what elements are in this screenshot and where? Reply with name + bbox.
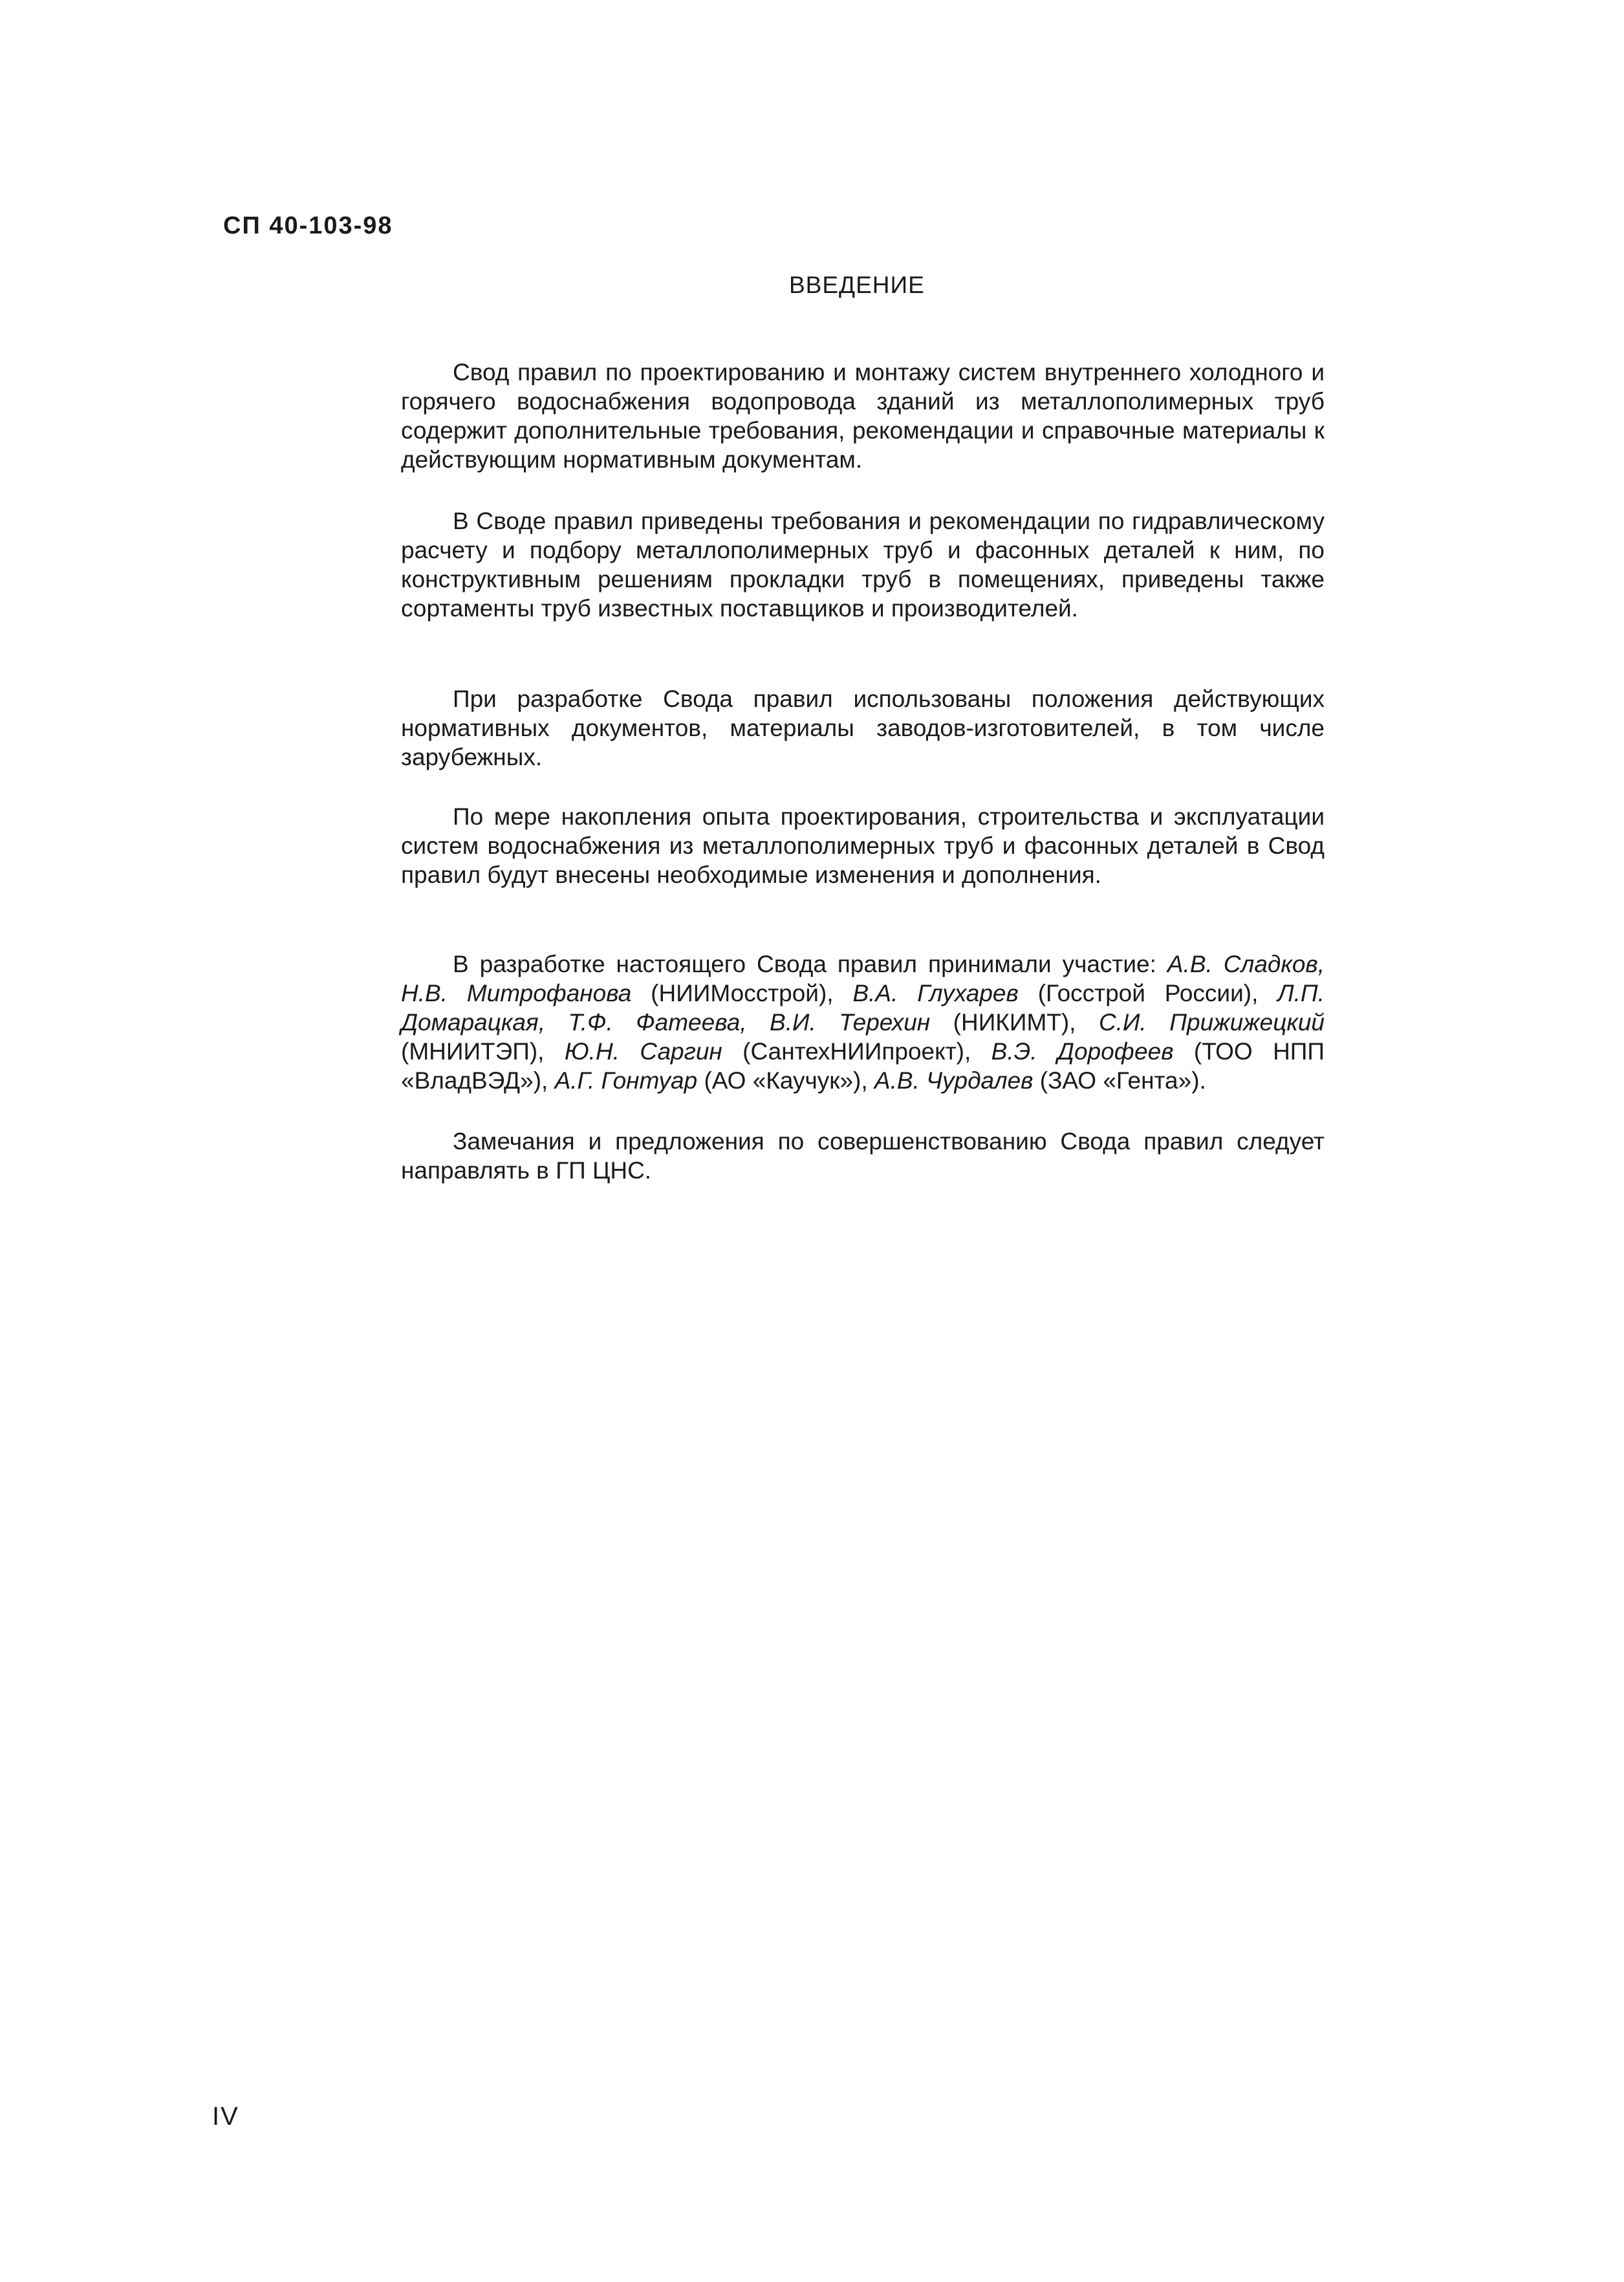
paragraph-text: При разработке Свода правил использованы положения действующих нормативных документов, материалы заводов-изготовителей, в том числе зарубежных. (401, 686, 1325, 770)
page-number: IV (212, 2102, 239, 2131)
paragraph-1 (401, 358, 1325, 474)
authors-intro: В разработке настоящего Свода правил принимали участие: (453, 951, 1167, 977)
paragraph-3 (401, 684, 1325, 772)
paragraph-text: По мере накопления опыта проектирования, строительства и эксплуатации систем водоснабжения из металлополимерных труб и фасонных деталей в Свод правил будут внесены необходимые изменения и дополнения. (401, 803, 1325, 888)
paragraph-text: Свод правил по проектированию и монтажу систем внутреннего холодного и горячего водоснабжения водопровода зданий из металлополимерных труб содержит дополнительные требования, рекомендации и справочные материалы к действующим нормативным документам. (401, 359, 1325, 473)
authors-text (401, 950, 1325, 1095)
organization: (АО «Каучук»), (697, 1067, 874, 1094)
organization: (ТОО НПП «ВладВЭД»), (401, 1038, 1325, 1094)
author-name: В.А. Глухарев (852, 980, 1019, 1006)
organization: (НИИМосстрой), (631, 980, 853, 1006)
author-name: В.Э. Дорофеев (991, 1038, 1174, 1065)
author-name: Л.П. Домарацкая, Т.Ф. Фатеева, В.И. Терехин (401, 980, 1325, 1036)
organization: (ЗАО «Гента»). (1033, 1067, 1206, 1094)
document-code: СП 40-103-98 (223, 212, 393, 239)
author-name: А.Г. Гонтуар (554, 1067, 698, 1094)
organization: (НИКИМТ), (930, 1009, 1099, 1036)
paragraph-2 (401, 506, 1325, 623)
paragraph-6 (401, 1127, 1325, 1185)
paragraph-text: Замечания и предложения по совершенствованию Свода правил следует направлять в ГП ЦНС. (401, 1128, 1325, 1184)
organization: (Госстрой России), (1018, 980, 1278, 1006)
author-name: Ю.Н. Саргин (564, 1038, 722, 1065)
author-name: С.И. Прижижецкий (1098, 1009, 1325, 1036)
paragraph-text: В Своде правил приведены требования и рекомендации по гидравлическому расчету и подбору металлополимерных труб и фасонных деталей к ним, по конструктивным решениям прокладки труб в помещениях, приведены также сортаменты труб известных поставщиков и производителей. (401, 508, 1325, 622)
organization: (МНИИТЭП), (401, 1038, 565, 1065)
author-name: А.В. Сладков, Н.В. Митрофанова (401, 951, 1325, 1006)
section-title: ВВЕДЕНИЕ (789, 272, 925, 298)
paragraph-authors (401, 950, 1325, 1095)
paragraph-4 (401, 802, 1325, 889)
author-name: А.В. Чурдалев (874, 1067, 1034, 1094)
organization: (СантехНИИпроект), (722, 1038, 991, 1065)
